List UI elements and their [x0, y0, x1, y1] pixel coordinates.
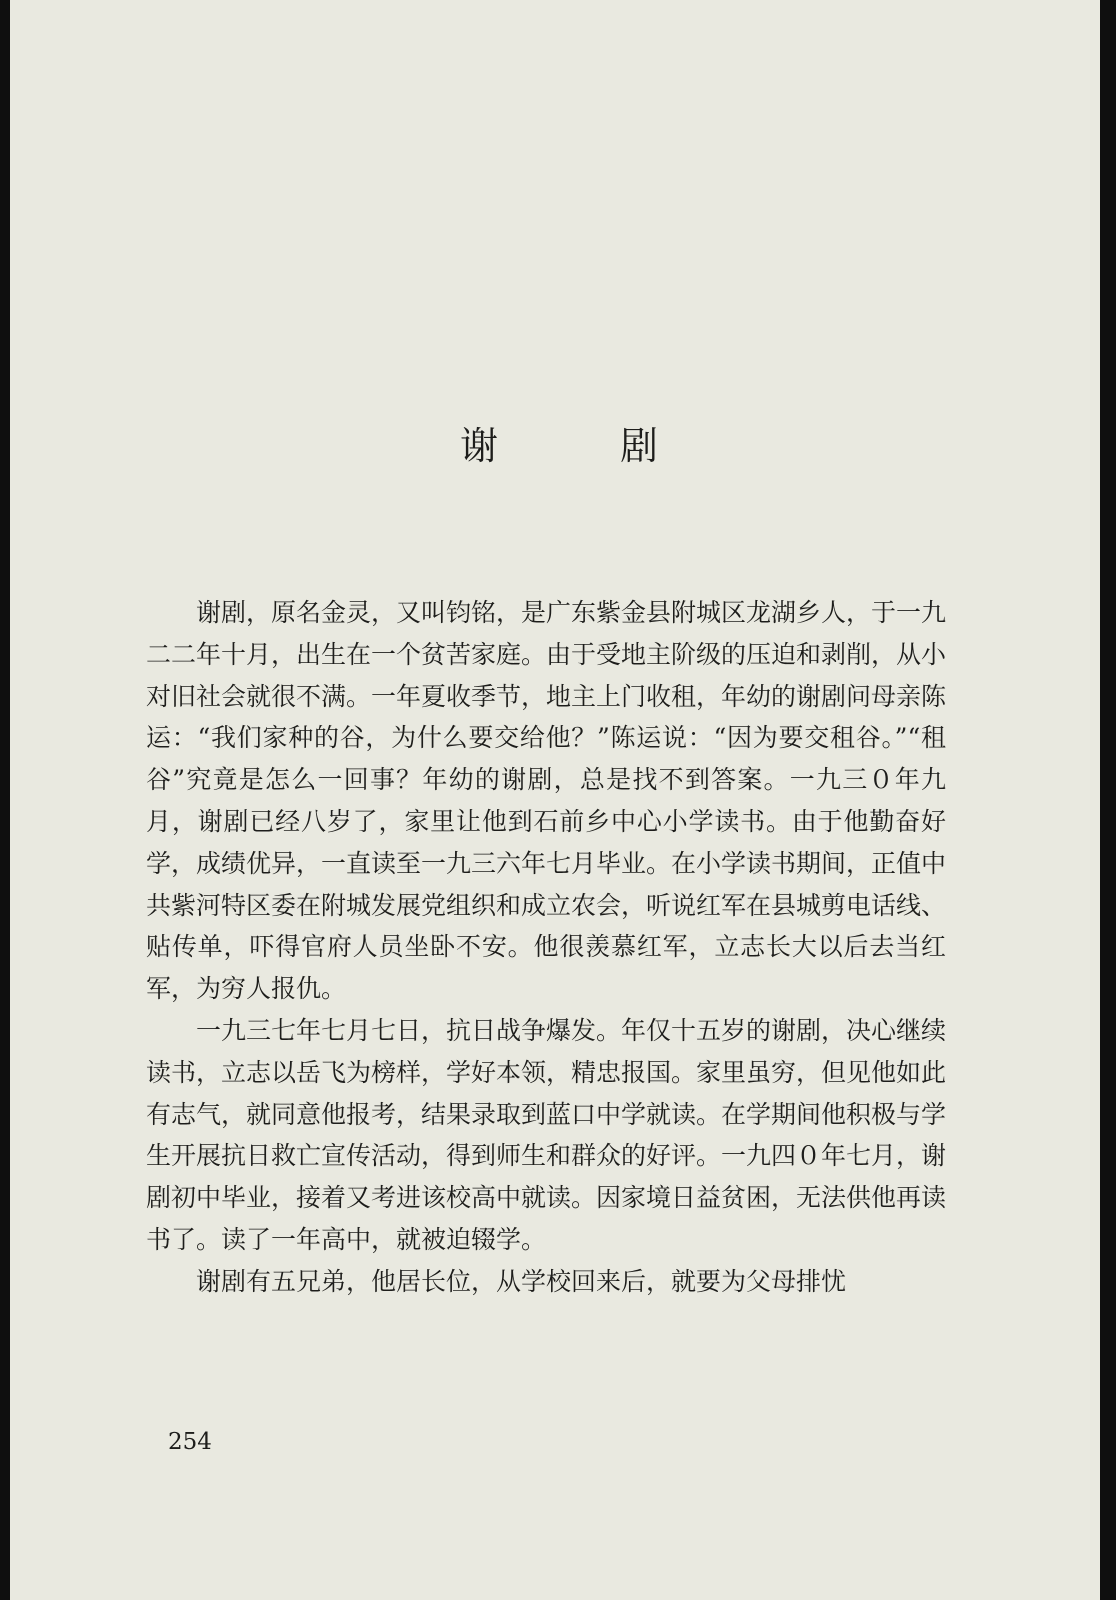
book-page [10, 0, 1108, 1600]
paragraph-3: 谢剧有五兄弟，他居长位，从学校回来后，就要为父母排忧 [196, 1266, 847, 1296]
paragraph-2: 一九三七年七月七日，抗日战争爆发。年仅十五岁的谢剧，决心继续读书，立志以岳飞为榜样，学好本领，精忠报国。家里虽穷，但见他如此有志气，就同意他报考，结果录取到蓝口中学就读。在学期间他积极与学生开展抗日救亡宣传活动，得到师生和群众的好评。一九四０年七月，谢剧初中毕业，接着又考进该校高中就读。因家境日益贫困，无法供他再读书了。读了一年高中，就被迫辍学。 [146, 1015, 947, 1254]
paragraph-1: 谢剧，原名金灵，又叫钧铭，是广东紫金县附城区龙湖乡人，于一九二二年十月，出生在一个贫苦家庭。由于受地主阶级的压迫和剥削，从小对旧社会就很不满。一年夏收季节，地主上门收租，年幼的谢剧问母亲陈运：“我们家种的谷，为什么要交给他？”陈运说：“因为要交租谷。”“租谷”究竟是怎么一回事？年幼的谢剧，总是找不到答案。一九三０年九月，谢剧已经八岁了，家里让他到石前乡中心小学读书。由于他勤奋好学，成绩优异，一直读至一九三六年七月毕业。在小学读书期间，正值中共紫河特区委在附城发展党组织和成立农会，听说红军在县城剪电话线、贴传单，吓得官府人员坐卧不安。他很羡慕红军，立志长大以后去当红军，为穷人报仇。 [146, 598, 947, 1004]
title-char-1: 谢 [459, 424, 498, 468]
scan-edge [1100, 0, 1108, 1600]
title-char-2: 剧 [620, 424, 659, 468]
body-text [146, 592, 946, 1303]
chapter-title [10, 415, 1108, 470]
page-number: 254 [168, 1429, 212, 1455]
